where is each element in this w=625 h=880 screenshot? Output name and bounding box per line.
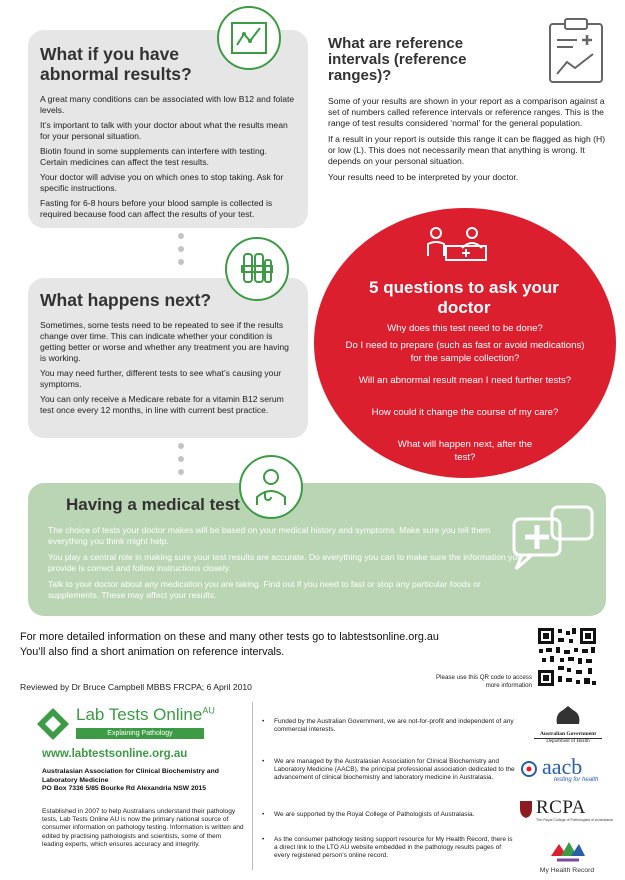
what-happens-next-panel [28, 278, 308, 438]
reference-intervals-text [328, 96, 610, 188]
reference-paragraph: Some of your results are shown in your report as a comparison against a set of numbers called reference intervals or reference ranges. This is the range of test results considered ‘normal’ for the general population. [328, 96, 605, 128]
dotted-connector [178, 443, 184, 482]
lto-emblem-icon [36, 707, 70, 741]
gov-dept: Department of Health [534, 738, 602, 744]
gov-name: Australian Government [539, 731, 597, 737]
logo-tagline: Explaining Pathology [76, 728, 204, 739]
mhr-name: My Health Record [539, 867, 595, 874]
coat-of-arms-icon [553, 704, 583, 726]
questions-panel [314, 208, 616, 478]
abnormal-results-title: What if you have abnormal results? [40, 44, 192, 84]
rcpa-crest-icon [518, 799, 534, 819]
chat-bubbles-icon [508, 501, 598, 579]
lab-tests-online-logo[interactable] [36, 703, 216, 745]
doctor-icon [239, 455, 303, 519]
aacb-name: aacb [542, 754, 583, 779]
medical-test-paragraph: Talk to your doctor about any medication you are taking. Find out if you need to fast or stop any particular foods or supplements. These may affect your results. [48, 579, 481, 600]
line-chart-icon [217, 6, 281, 70]
abnormal-paragraph: It’s important to talk with your doctor about what the results mean for your personal situation. [40, 120, 288, 141]
rcpa-tagline: The Royal College of Pathologists of Australasia [536, 818, 613, 822]
medical-test-panel [28, 483, 606, 616]
reviewed-by: Reviewed by Dr Bruce Campbell MBBS FRCPA; 6 April 2010 [20, 682, 252, 692]
organisation-name: Australasian Association for Clinical Biochemistry and Laboratory Medicine [42, 768, 219, 784]
more-info-text [20, 630, 439, 660]
footer-bullet: • We are managed by the Australasian Association for Clinical Biochemistry and Laboratory Medicine (AACB), the principal professional association dedicated to the advancement of clinical biochemistry and laboratory medicine in Australasia. [262, 758, 516, 783]
next-paragraph: Sometimes, some tests need to be repeated to see if the results change over time. This can indicate whether your condition is getting better or worse and whether any treatment you are having is working. [40, 320, 289, 363]
australian-government-logo [526, 704, 610, 744]
abnormal-paragraph: Your doctor will advise you on which ones to stop taking. Ask for specific instructions. [40, 172, 284, 193]
medical-test-title: Having a medical test [66, 495, 240, 514]
questions-title: 5 questions to ask your doctor [369, 278, 559, 317]
abnormal-paragraph: Biotin found in some supplements can interfere with testing. Certain medicines can affect the test results. [40, 146, 267, 167]
clipboard-chart-icon [547, 16, 605, 86]
dotted-connector [178, 233, 184, 272]
my-health-record-icon [547, 836, 587, 862]
medical-test-paragraph: The choice of tests your doctor makes will be based on your medical history and symptoms. Make sure you tell them everything you think might help. [48, 525, 491, 546]
reference-paragraph: Your results need to be interpreted by your doctor. [328, 172, 519, 182]
footer-divider [252, 702, 253, 870]
footer-bullet: • As the consumer pathology testing support resource for My Health Record, there is a direct link to the LTO AU website embedded in the pathology results pages of every registered person’s online record. [262, 836, 516, 861]
question-item: Do I need to prepare (such as fast or avoid medications) for the sample collection? [345, 340, 585, 364]
reference-intervals-title: What are reference intervals (reference ranges)? [328, 35, 467, 84]
question-item: How could it change the course of my care? [371, 407, 559, 418]
logo-sup: AU [202, 705, 215, 716]
next-paragraph: You can only receive a Medicare rebate for a vitamin B12 serum test once every 12 months, in line with current best practice. [40, 394, 284, 415]
organisation-description: Established in 2007 to help Australians understand their pathology tests, Lab Tests Online AU is now the primary national source of consumer information on pathology testing. Information is written and edited by practising pathologists and scientists, some of them leading experts, which ensures accuracy and integrity. [42, 808, 244, 848]
postal-address: PO Box 7336 5/85 Bourke Rd Alexandria NSW 2015 [42, 785, 207, 792]
logo-name: Lab Tests Online [76, 705, 203, 724]
what-happens-next-title: What happens next? [40, 290, 212, 310]
test-tubes-icon [225, 237, 289, 301]
footer-bullet: • We are supported by the Royal College of Pathologists of Australasia. [262, 811, 516, 819]
footer-bullet: • Funded by the Australian Government, we are not-for-profit and independent of any commercial interests. [262, 718, 516, 734]
website-link[interactable]: www.labtestsonline.org.au [42, 748, 188, 760]
next-paragraph: You may need further, different tests to see what’s causing your symptoms. [40, 368, 282, 389]
rcpa-name: RCPA [536, 797, 586, 818]
reference-paragraph: If a result in your report is outside this range it can be flagged as high (H) or low (L). This does not necessarily mean that anything is wrong. It depends on your personal situation. [328, 134, 606, 166]
question-item: Will an abnormal result mean I need further tests? [358, 375, 572, 386]
aacb-tagline: testing for health [554, 777, 599, 783]
organisation-address [42, 768, 242, 794]
doctor-consultation-icon [422, 226, 492, 264]
abnormal-paragraph: A great many conditions can be associated with low B12 and folate levels. [40, 94, 295, 115]
question-item: What will happen next, after the test? [397, 439, 533, 463]
qr-caption: Please use this QR code to access more information [436, 674, 532, 689]
more-info-line: You’ll also find a short animation on reference intervals. [20, 646, 285, 658]
abnormal-paragraph: Fasting for 6-8 hours before your blood sample is collected is required because food can affect the results of your test. [40, 198, 273, 219]
aacb-emblem-icon [520, 760, 538, 778]
more-info-line: For more detailed information on these and many other tests go to labtestsonline.org.au [20, 631, 439, 643]
my-health-record-logo [524, 836, 610, 874]
medical-test-paragraph: You play a central role in making sure your test results are accurate. Do everything you can to make sure the information you provide is correct and follow instructions closely. [48, 552, 523, 573]
qr-code[interactable] [536, 626, 598, 688]
question-item: Why does this test need to be done? [387, 323, 543, 334]
